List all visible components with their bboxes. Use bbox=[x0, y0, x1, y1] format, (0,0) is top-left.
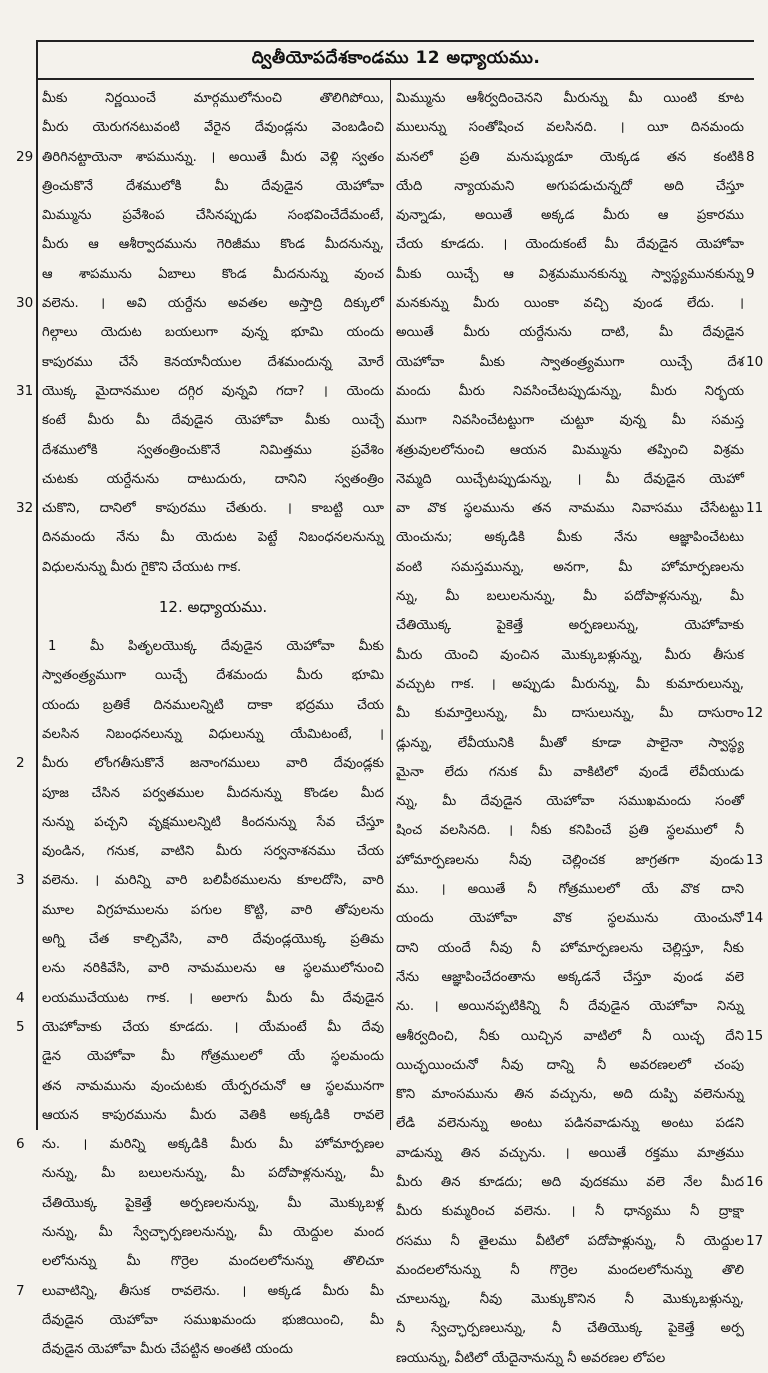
verse-number: 5 bbox=[16, 1018, 25, 1035]
text-line bbox=[396, 904, 764, 933]
line-text: యిచ్ఛయించునో నీవు దాన్ని నీ అవరణలలో చంపు bbox=[396, 1057, 744, 1073]
line-text: యెహోవాకు చేయ కూడదు. । యేమంటే మీ దేవు bbox=[42, 1019, 384, 1035]
text-line bbox=[42, 553, 384, 582]
line-text: నీ స్వేచ్ఛార్పణలున్ను, నీ చేతియొక్క పైకెత్తే అర్ప bbox=[396, 1321, 744, 1337]
line-text: న్ను, మీ దేవుడైన యెహోవా సముఖమందు సంతో bbox=[396, 794, 744, 810]
line-text: మీకు నిర్ణయించే మార్గములోనుంచి తొలిగిపోయి, bbox=[42, 91, 384, 106]
text-line bbox=[396, 1080, 744, 1109]
text-line bbox=[396, 377, 744, 406]
line-text: లయముచేయుట గాక. । అలాగు మీరు మీ దేవుడైన bbox=[42, 990, 384, 1006]
text-line bbox=[396, 611, 744, 640]
line-text: మీరు యెంచి వుంచిన మొక్కుబళ్లున్ను, మీరు తీసుక bbox=[396, 647, 744, 663]
text-line bbox=[42, 837, 384, 866]
right-column-passage bbox=[396, 84, 764, 1373]
text-line bbox=[396, 1344, 744, 1373]
line-text: తిరిగినట్టాయెనా శాపమున్ను. । అయితే మీరు వెళ్లి స్వతం bbox=[42, 149, 384, 165]
verse-number: 16 bbox=[746, 1173, 764, 1190]
line-text: యొక్క మైదానముల దగ్గిర వున్నవి గదా? । యెందు bbox=[42, 383, 384, 399]
line-text: చుకొని, దానిలో కాపురము చేతురు. । కాబట్టి యీ bbox=[42, 501, 384, 517]
text-line bbox=[396, 201, 744, 230]
text-line bbox=[42, 436, 384, 465]
left-column-passage-after-heading bbox=[16, 632, 384, 1364]
line-text: మందు మీరు నివసించేటప్పుడున్ను, మీరు నిర్భయ bbox=[396, 383, 744, 399]
text-line bbox=[42, 318, 384, 347]
line-text: వా వొక స్థలమును తన నామము నివాసము చేసేటట్టు bbox=[396, 501, 744, 517]
text-line bbox=[42, 925, 384, 954]
text-line bbox=[396, 582, 744, 611]
text-line bbox=[16, 866, 384, 895]
line-text: ను. । అయినప్పటికిన్ని నీ దేవుడైన యెహోవా నిన్ను bbox=[396, 999, 744, 1015]
text-line bbox=[42, 661, 384, 690]
line-text: మైనా లేదు గనుక మీ వాకిటిలో వుండే లేవీయుడు bbox=[396, 764, 744, 780]
text-line bbox=[16, 377, 384, 406]
text-line bbox=[396, 963, 744, 992]
text-line bbox=[396, 230, 744, 259]
line-text: యెహోవా మీకు స్వాతంత్ర్యముగా యిచ్చే దేశ bbox=[396, 354, 744, 370]
text-line bbox=[42, 1072, 384, 1101]
text-line bbox=[42, 1247, 384, 1276]
line-text: యెంచును; అక్కడికి మీకు నేను ఆజ్ఞాపించేటటు bbox=[396, 530, 744, 546]
text-line bbox=[396, 143, 755, 172]
line-text: మీరు యెరుగనటువంటి వేరైన దేవుండ్లను వెంబడించి bbox=[42, 120, 384, 136]
verse-number: 31 bbox=[16, 382, 34, 399]
line-text: తన నామమును వుంచుటకు యేర్పరచునో ఆ స్థలమునగా bbox=[42, 1078, 384, 1094]
text-line bbox=[42, 720, 384, 749]
line-text: డ్లున్ను, లేవీయునికి మీతో కూడా పాలైనా స్వాస్థ్య bbox=[396, 735, 744, 751]
text-line bbox=[396, 816, 744, 845]
verse-number: 14 bbox=[746, 910, 764, 927]
text-line bbox=[42, 954, 384, 983]
verse-number: 30 bbox=[16, 295, 34, 312]
line-text: చూలున్ను, నీవు మొక్కుకొనిన నీ మొక్కుబళ్లున్ను, bbox=[396, 1292, 744, 1308]
page-title: ద్వితీయోపదేశకాండము 12 అధ్యాయము. bbox=[251, 48, 541, 68]
line-text: మనలో ప్రతి మనుష్యుడూ యెక్కడ తన కంటికి bbox=[396, 149, 744, 165]
verse-number: 15 bbox=[746, 1027, 764, 1044]
line-text: చేతియొక్క పైకెత్తే అర్పణలున్ను, యెహోవాకు bbox=[396, 618, 744, 634]
line-text: వలెను. । మరిన్ని వారి బలిపీఠములను కూలదోసి, వారి bbox=[42, 873, 384, 889]
text-line bbox=[396, 1109, 744, 1138]
verse-number: 2 bbox=[16, 755, 25, 772]
text-line bbox=[16, 289, 384, 318]
line-text: మీరు లోంగతీసుకొనే జనాంగములు వారి దేవుండ్లకు bbox=[42, 756, 384, 772]
line-text: శత్రువులలోనుంచి ఆయన మిమ్మును తప్పించి విశ్రమ bbox=[396, 442, 744, 458]
verse-number: 11 bbox=[746, 500, 764, 517]
line-text: మీకు యిచ్చే ఆ విశ్రమమునకున్ను స్వాస్థ్యమునకున్ను bbox=[396, 266, 744, 282]
verse-number: 8 bbox=[746, 148, 755, 165]
line-text: షించ వలసినది. । నీకు కనిపించే ప్రతి స్థలములో నీ bbox=[396, 823, 744, 839]
line-text: ము. । అయితే నీ గోత్రములలో యే వొక దాని bbox=[396, 882, 744, 898]
text-line bbox=[396, 406, 744, 435]
text-line bbox=[42, 632, 384, 661]
text-line bbox=[16, 984, 384, 1013]
line-text: లువాటిన్ని, తీసుక రావలెను. । అక్కడ మీరు మీ bbox=[42, 1283, 384, 1299]
text-line bbox=[42, 465, 384, 494]
text-line bbox=[42, 1218, 384, 1247]
verse-number: 6 bbox=[16, 1136, 25, 1153]
line-text: అయితే మీరు యర్దేనును దాటి, మీ దేవుడైన bbox=[396, 325, 744, 341]
line-text: మీరు ఆ ఆశీర్వాదమును గెరిజీము కొండ మీదనున్ను, bbox=[42, 237, 384, 253]
page-header bbox=[38, 40, 754, 80]
text-line bbox=[396, 1168, 764, 1197]
text-line bbox=[42, 406, 384, 435]
text-line bbox=[42, 1159, 384, 1188]
line-text: మీ పితృలయొక్క దేవుడైన యెహోవా మీకు bbox=[90, 639, 384, 655]
text-line bbox=[42, 691, 384, 720]
text-line bbox=[396, 348, 764, 377]
text-line bbox=[42, 1189, 384, 1218]
verse-number: 13 bbox=[746, 851, 764, 868]
line-text: ఆయన కాపురమును మీరు వెతికి అక్కడికి రావలె bbox=[42, 1107, 384, 1123]
line-text: ఆశీర్వదించి, నీకు యిచ్చిన వాటిలో నీ యిచ్ఛ దేని bbox=[396, 1028, 744, 1044]
text-line bbox=[396, 318, 744, 347]
line-text: కొని మాంసమును తిన వచ్చును, అది దుప్పి వలెనున్ను bbox=[396, 1087, 744, 1103]
text-line bbox=[396, 1285, 744, 1314]
text-line bbox=[42, 201, 384, 230]
line-text: వలసిన నిబంధనలున్ను విధులున్ను యేమిటంటే, । bbox=[42, 726, 384, 742]
line-text: యేది న్యాయమని అగుపడుచున్నదో అది చేస్తూ bbox=[396, 178, 744, 194]
line-text: కంటే మీరు మీ దేవుడైన యెహోవా మీకు యిచ్చే bbox=[42, 413, 384, 429]
text-line bbox=[396, 1314, 744, 1343]
line-text: నేను ఆజ్ఞాపించేదంతాను అక్కడనే చేస్తూ వుండ వలె bbox=[396, 969, 744, 985]
line-text: కాపురము చేసే కెనయానీయుల దేశమందున్న మోరే bbox=[42, 354, 384, 370]
text-line bbox=[42, 84, 384, 113]
text-line bbox=[396, 553, 744, 582]
left-column bbox=[16, 84, 384, 1364]
line-text: ణయున్ను, వీటిలో యేదైనానున్ను నీ అవరణల లోపల bbox=[396, 1350, 666, 1366]
verse-number: 10 bbox=[746, 353, 764, 370]
line-text: మందలలోనున్ను నీ గొర్రెల మందలలోనున్ను తొలి bbox=[396, 1262, 744, 1278]
text-line bbox=[396, 846, 764, 875]
line-text: ఆ శాపమును ఏబాలు కొండ మీదనున్ను వుంచ bbox=[42, 266, 384, 282]
verse-number: 4 bbox=[16, 989, 25, 1006]
line-text: పూజ చేసిన పర్వతముల మీదనున్ను కొండల మీద bbox=[42, 785, 384, 801]
line-text: వంటి సమస్తమున్ను, అనగా, మీ హోమార్పణలను bbox=[396, 559, 744, 575]
text-line bbox=[396, 260, 755, 289]
line-text: యందు యెహోవా వొక స్థలమును యెంచునో bbox=[396, 911, 744, 927]
line-text: మూల విగ్రహములను పగుల కొట్టి, వారి తోపులను bbox=[42, 902, 384, 918]
text-line bbox=[396, 436, 744, 465]
verse-number: 3 bbox=[16, 872, 25, 889]
line-text: మీ కుమార్తెలున్ను, మీ దాసులున్ను, మీ దాసురాం bbox=[396, 706, 744, 722]
line-text: మీరు కుమ్మరించ వలెను. । నీ ధాన్యము నీ ద్రాక్షా bbox=[396, 1204, 744, 1220]
line-text: దేవుడైన యెహోవా మీరు చేపట్టిన అంతటి యందు bbox=[42, 1342, 293, 1358]
line-text: రసము నీ తైలము వీటిలో పదోపాళ్లున్ను, నీ యెద్దుల bbox=[396, 1233, 744, 1249]
line-text: వాడున్ను తిన వచ్చును. । అయితే రక్తము మాత్రము bbox=[396, 1145, 744, 1161]
text-line bbox=[42, 1042, 384, 1071]
verse-number: 1 bbox=[48, 639, 57, 655]
text-line bbox=[42, 1306, 384, 1335]
line-text: ములున్ను సంతోషించ వలసినది. । యీ దినమందు bbox=[396, 120, 744, 136]
text-line bbox=[396, 172, 744, 201]
line-text: న్ను, మీ బలులనున్ను, మీ పదోపాళ్లనున్ను, మీ bbox=[396, 589, 744, 605]
text-line bbox=[42, 230, 384, 259]
line-text: యందు బ్రతికే దినములన్నిటి దాకా భద్రము చేయ bbox=[42, 697, 384, 713]
text-line bbox=[16, 1277, 384, 1306]
text-line bbox=[16, 143, 384, 172]
text-line bbox=[396, 84, 744, 113]
text-line bbox=[42, 260, 384, 289]
chapter-heading: 12. అధ్యాయము. bbox=[158, 598, 268, 617]
verse-number: 32 bbox=[16, 500, 34, 517]
text-line bbox=[16, 1013, 384, 1042]
text-line bbox=[42, 523, 384, 552]
text-line bbox=[16, 494, 384, 523]
text-line bbox=[396, 758, 744, 787]
verse-number: 12 bbox=[746, 705, 764, 722]
line-text: వుండిన, గనుక, వాటిని మీరు సర్వనాశనము చేయ bbox=[42, 844, 384, 860]
line-text: దేవుడైన యెహోవా సముఖమందు భుజియించి, మీ bbox=[42, 1312, 384, 1328]
right-column bbox=[396, 84, 764, 1373]
text-line bbox=[396, 1197, 744, 1226]
text-line bbox=[396, 787, 744, 816]
line-text: స్వాతంత్ర్యముగా యిచ్చే దేశమందు మీరు భూమి bbox=[42, 668, 384, 684]
line-text: హోమార్పణలను నీవు చెల్లించక జాగ్రతగా వుండు bbox=[396, 852, 744, 868]
text-line bbox=[396, 1227, 764, 1256]
text-line bbox=[42, 896, 384, 925]
line-text: వలెను. । అవి యర్దేను అవతల అస్తాద్రి దిక్కులో bbox=[42, 296, 384, 312]
text-line bbox=[396, 1139, 744, 1168]
line-text: త్రించుకొనే దేశములోకి మీ దేవుడైన యెహోవా bbox=[42, 178, 384, 194]
line-text: చేయ కూడదు. । యెందుకంటే మీ దేవుడైన యెహోవా bbox=[396, 237, 744, 253]
text-line bbox=[396, 992, 744, 1021]
text-line bbox=[396, 113, 744, 142]
line-text: నున్ను, మీ స్వేచ్ఛార్పణలనున్ను, మీ యెద్దుల మంద bbox=[42, 1224, 384, 1240]
text-line bbox=[396, 465, 744, 494]
text-line bbox=[396, 523, 744, 552]
text-line bbox=[42, 113, 384, 142]
text-line bbox=[396, 729, 744, 758]
text-line bbox=[16, 1130, 384, 1159]
column-divider bbox=[390, 80, 391, 1130]
text-line bbox=[396, 934, 744, 963]
text-line bbox=[42, 1335, 384, 1364]
verse-number: 9 bbox=[746, 265, 755, 282]
verse-number: 17 bbox=[746, 1232, 764, 1249]
verse-number: 29 bbox=[16, 148, 34, 165]
left-column-passage-before-heading bbox=[16, 84, 384, 582]
text-line bbox=[396, 670, 744, 699]
text-line bbox=[396, 1051, 744, 1080]
text-line bbox=[42, 172, 384, 201]
text-line bbox=[42, 348, 384, 377]
line-text: మనకున్ను మీరు యింకా వచ్చి వుండ లేదు. । bbox=[396, 296, 744, 312]
line-text: ను. । మరిన్ని అక్కడికి మీరు మీ హోమార్పణల bbox=[42, 1137, 384, 1153]
line-text: మిమ్మును ప్రవేశింప చేసినప్పుడు సంభవించేదేమంటే, bbox=[42, 208, 384, 224]
text-line bbox=[396, 699, 764, 728]
line-text: దేశములోకి స్వతంత్రించుకొనే నిమిత్తము ప్రవేశిం bbox=[42, 442, 384, 458]
line-text: లేడి వలెనున్ను అంటు పడినవాడున్ను అంటు పడని bbox=[396, 1116, 744, 1132]
line-text: లను నరికివేసి, వారి నామములను ఆ స్థలములోనుంచి bbox=[42, 961, 384, 977]
text-line bbox=[16, 749, 384, 778]
line-text: దాని యందే నీవు నీ హోమార్పణలను చెల్లిస్తూ, నీకు bbox=[396, 940, 744, 956]
verse-number: 7 bbox=[16, 1282, 25, 1299]
text-line bbox=[396, 494, 764, 523]
line-text: మీరు తిన కూడదు; అది వుదకము వలె నేల మీద bbox=[396, 1174, 744, 1190]
text-line bbox=[396, 875, 744, 904]
text-line bbox=[396, 1256, 744, 1285]
line-text: గిల్గాలు యెదుట బయలుగా వున్న భూమి యందు bbox=[42, 325, 384, 341]
line-text: చేతియొక్క పైకెత్తే అర్పణలనున్ను, మీ మొక్కుబళ్ల bbox=[42, 1195, 384, 1211]
line-text: అగ్ని చేత కాల్చివేసి, వారి దేవుండ్లయొక్క ప్రతిమ bbox=[42, 932, 384, 948]
line-text: వున్నాడు, అయితే అక్కడ మీరు ఆ ప్రకారము bbox=[396, 208, 744, 224]
line-text: నున్ను, మీ బలులనున్ను, మీ పదోపాళ్లనున్ను, మీ bbox=[42, 1166, 384, 1182]
text-line bbox=[42, 1101, 384, 1130]
line-text: చుటకు యర్దేనును దాటుదురు, దానిని స్వతంత్రిం bbox=[42, 471, 384, 487]
line-text: నున్ను పచ్చని వృక్షములన్నిటి కిందనున్ను సేవ చేస్తూ bbox=[42, 814, 384, 830]
line-text: నెమ్మది యిచ్చేటప్పుడున్ను, । మీ దేవుడైన యెహో bbox=[396, 471, 744, 487]
line-text: విధులనున్ను మీరు గైకొని చేయుట గాక. bbox=[42, 559, 242, 575]
line-text: మిమ్మును ఆశీర్వదించెనని మీరున్ను మీ యింటి కూట bbox=[396, 91, 744, 106]
bible-page bbox=[16, 40, 764, 1366]
line-text: ముగా నివసించేటట్టుగా చుట్టూ వున్న మీ సమస్త bbox=[396, 413, 744, 429]
line-text: దినమందు నేను మీ యెదుట పెట్టే నిబంధనలనున్ను bbox=[42, 530, 384, 546]
text-line bbox=[396, 289, 744, 318]
text-line bbox=[42, 779, 384, 808]
line-text: లలోనున్ను మీ గొర్రెల మందలలోనున్ను తొలిచూ bbox=[42, 1254, 384, 1270]
text-line bbox=[396, 641, 744, 670]
line-text: డైన యెహోవా మీ గోత్రములలో యే స్థలమందు bbox=[42, 1049, 384, 1065]
text-line bbox=[42, 808, 384, 837]
line-text: వచ్చుట గాక. । అప్పుడు మీరున్ను, మీ కుమారులున్ను, bbox=[396, 676, 744, 692]
text-line bbox=[396, 1022, 764, 1051]
